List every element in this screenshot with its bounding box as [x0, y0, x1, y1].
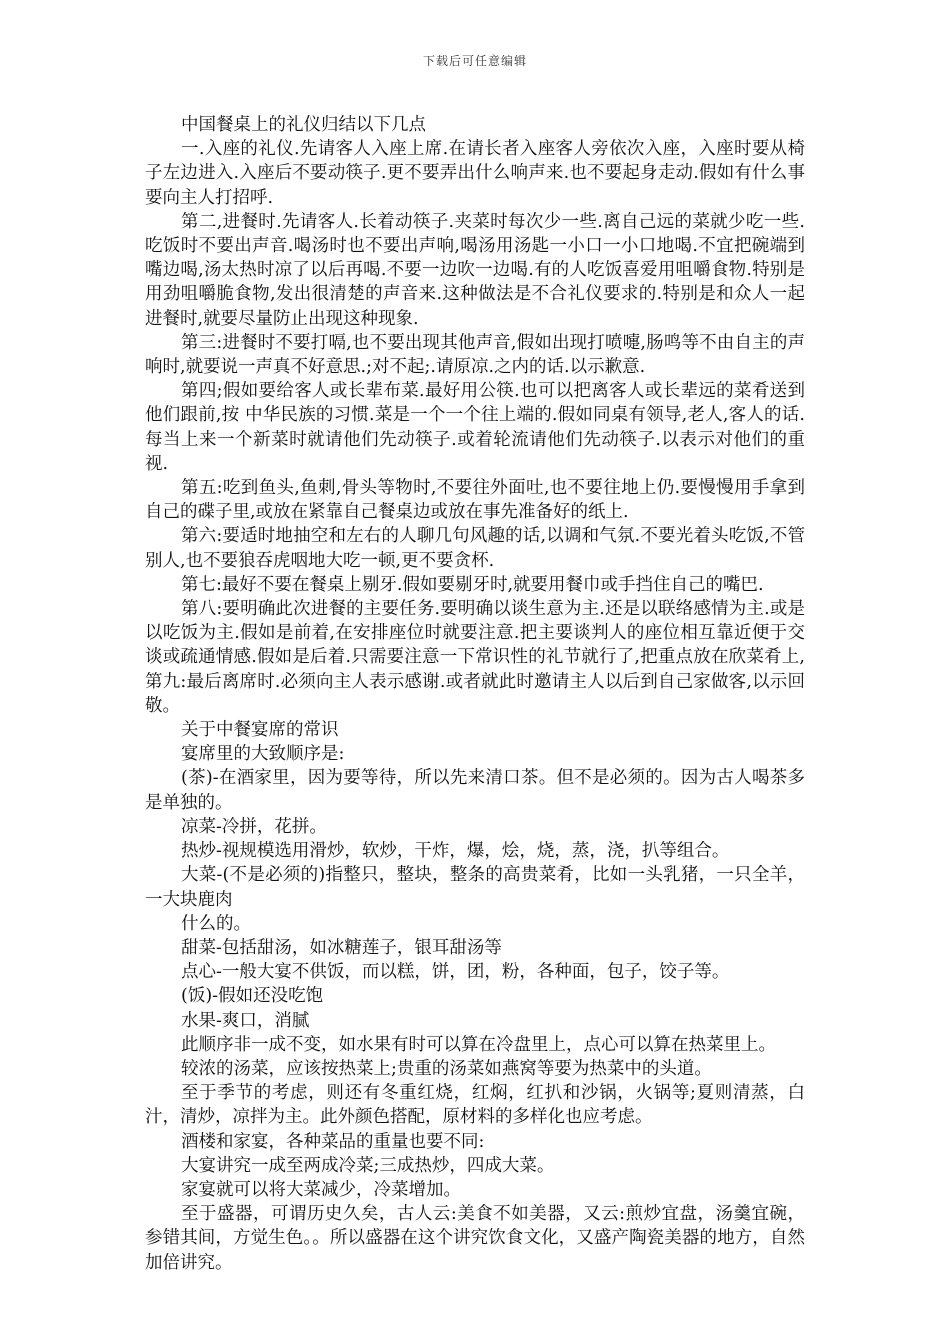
list-item: 水果-爽口，消腻: [181, 1010, 310, 1031]
list-item: 甜菜-包括甜汤，如冰糖莲子，银耳甜汤等: [181, 937, 502, 958]
paragraph: 较浓的汤菜，应该按热菜上;贵重的汤菜如燕窝等要为热菜中的头道。: [181, 1058, 712, 1079]
list-item: 热炒-视规模选用滑炒，软炒，干炸，爆，烩，烧，蒸，浇，扒等组合。: [181, 841, 730, 862]
paragraph: 第八:要明确此次进餐的主要任务.要明确以谈生意为主.还是以联络感情为主.或是以吃饭为主.假如是前着,在安排座位时就要注意.把主要谈判人的座位相互靠近便于交谈或疏通情感.假如是后着.只需要注意一下常识性的礼节就行了,把重点放在欣菜肴上, 第九:最后离席时.必须向主人表示感谢.或者就此时邀请主人以后到自己家做客,以示回敬。: [145, 599, 805, 716]
paragraph: 一.入座的礼仪.先请客人入座上席.在请长者入座客人旁依次入座，入座时要从椅子左边进入.入座后不要动筷子.更不要弄出什么响声来.也不要起身走动.假如有什么事要向主人打招呼.: [145, 139, 805, 208]
list-item: 什么的。: [181, 913, 251, 934]
paragraph: 第六:要适时地抽空和左右的人聊几句风趣的话,以调和气氛.不要光着头吃饭,不管别人,也不要狼吞虎咽地大吃一顿,更不要贪杯.: [145, 526, 805, 571]
paragraph: 第二,进餐时.先请客人.长着动筷子.夹菜时每次少一些.离自己远的菜就少吃一些.吃饭时不要出声音.喝汤时也不要出声响,喝汤用汤匙一小口一小口地喝.不宜把碗端到嘴边喝,汤太热时凉了以后再喝.不要一边吹一边喝.有的人吃饭喜爱用咀嚼食物.特别是用劲咀嚼脆食物,发出很清楚的声音来.这种做法是不合礼仪要求的.特别是和众人一起进餐时,就要尽量防止出现这种现象.: [145, 211, 805, 329]
document-body: [145, 113, 805, 1275]
paragraph: 第三:进餐时不要打嗝,也不要出现其他声音,假如出现打喷嚏,肠鸣等不由自主的声响时,就要说一声真不好意思.;对不起;.请原凉.之内的话.以示歉意.: [145, 332, 805, 378]
paragraph: 第五:吃到鱼头,鱼刺,骨头等物时,不要往外面吐,也不要往地上仍.要慢慢用手拿到自己的碟子里,或放在紧靠自己餐桌边或放在事先准备好的纸上.: [145, 478, 805, 523]
list-item: 凉菜-冷拼，花拼。: [181, 816, 327, 837]
paragraph: 第七:最好不要在餐桌上剔牙.假如要剔牙时,就要用餐巾或手挡住自己的嘴巴.: [181, 574, 764, 595]
paragraph: 此顺序非一成不变，如水果有时可以算在冷盘里上，点心可以算在热菜里上。: [181, 1034, 776, 1055]
page-header: 下载后可任意编辑: [422, 54, 527, 68]
section-heading: 关于中餐宴席的常识: [181, 720, 339, 741]
paragraph: 酒楼和家宴，各种菜品的重量也要不同:: [181, 1131, 485, 1152]
paragraph: 至于盛器，可谓历史久矣，古人云:美食不如美器，又云:煎炒宜盘，汤羹宜碗，参错其间，方觉生色。。所以盛器在这个讲究饮食文化，又盛产陶瓷美器的地方，自然加倍讲究。: [145, 1204, 805, 1273]
list-item: (饭)-假如还没吃饱: [181, 986, 324, 1007]
paragraph: 第四;假如要给客人或长辈布菜.最好用公筷.也可以把离客人或长辈远的菜肴送到他们跟前,按 中华民族的习惯.菜是一个一个往上端的.假如同桌有领导,老人,客人的话.每当上来一个新菜时就请他们先动筷子.或着轮流请他们先动筷子.以表示对他们的重视.: [145, 381, 805, 474]
paragraph: 至于季节的考虑，则还有冬重红烧，红焖，红扒和沙锅，火锅等;夏则清蒸，白汁，清炒，凉拌为主。此外颜色搭配，原材料的多样化也应考虑。: [145, 1083, 805, 1128]
paragraph: 家宴就可以将大菜减少，冷菜增加。: [181, 1179, 461, 1200]
paragraph: 大宴讲究一成至两成冷菜;三成热炒，四成大菜。: [181, 1155, 555, 1176]
list-item: 大菜-(不是必须的)指整只，整块，整条的高贵菜肴，比如一头乳猪，一只全羊，一大块鹿肉: [145, 865, 805, 910]
title-line: 中国餐桌上的礼仪归结以下几点: [181, 115, 426, 135]
list-item: (茶)-在酒家里，因为要等待，所以先来清口茶。但不是必须的。因为古人喝茶多是单独的。: [145, 768, 805, 813]
list-item: 点心-一般大宴不供饭，而以糕，饼，团，粉，各种面，包子，饺子等。: [181, 962, 730, 983]
paragraph: 宴席里的大致顺序是:: [181, 744, 345, 765]
